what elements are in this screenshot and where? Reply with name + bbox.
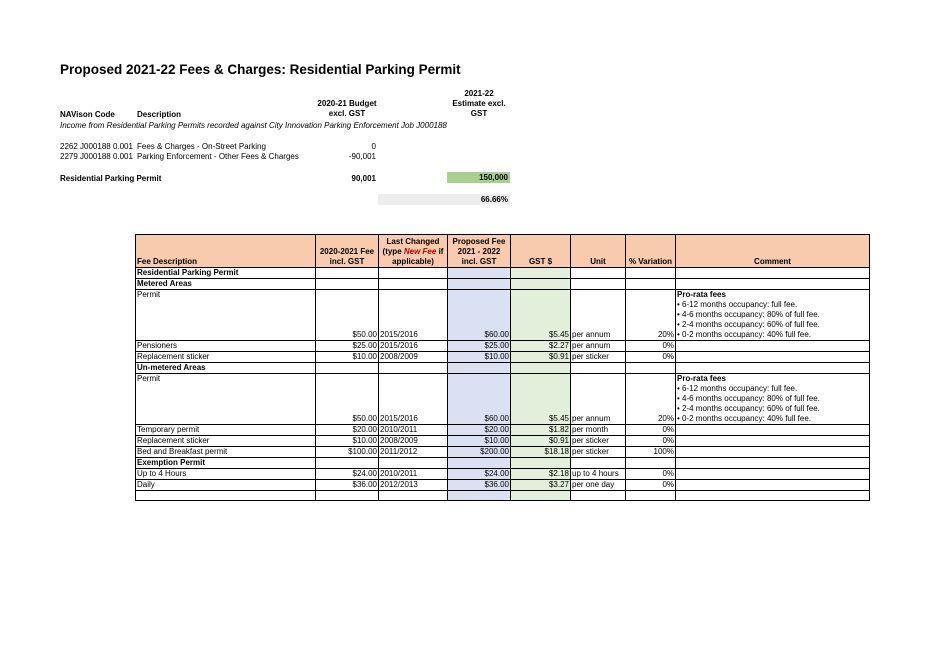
table-row: Temporary permit $20.00 2010/2011 $20.00 $1.82 per month 0% xyxy=(136,425,870,436)
table-header-row xyxy=(136,235,870,268)
summary-total-estimate: 150,000 xyxy=(447,172,510,183)
summary-variation: 66.66% xyxy=(447,194,510,205)
summary-total-budget: 90,001 xyxy=(351,174,376,183)
budget-header: 2020-21 Budget excl. GST xyxy=(317,99,377,118)
table-row xyxy=(136,491,870,501)
pro-rata-comment: Pro-rata fees • 6-12 months occupancy: full fee. • 4-6 months occupancy: 80% of full fee. • 2-4 months occupancy: 60% of full fee. • 0-2 months occupancy: 40% full fee. xyxy=(676,374,870,425)
section-row: Un-metered Areas xyxy=(136,363,870,374)
col-fee-description: Fee Description xyxy=(136,235,316,268)
table-row: Replacement sticker $10.00 2008/2009 $10.00 $0.91 per sticker 0% xyxy=(136,352,870,363)
section-row: Metered Areas xyxy=(136,279,870,290)
estimate-header: 2021-22 Estimate excl. GST xyxy=(452,89,506,118)
summary-row-budget: -90,001 xyxy=(348,152,376,161)
fees-table xyxy=(135,234,870,501)
col-last-changed: Last Changed (type New Fee if applicable) xyxy=(379,235,448,268)
summary-total-label: Residential Parking Permit xyxy=(60,174,162,183)
page-title: Proposed 2021-22 Fees & Charges: Residential Parking Permit xyxy=(60,62,461,77)
income-note: Income from Residential Parking Permits recorded against City Innovation Parking Enforcement Job J000188 xyxy=(60,121,447,130)
col-unit: Unit xyxy=(571,235,626,268)
col-comment: Comment xyxy=(676,235,870,268)
table-row: Bed and Breakfast permit $100.00 2011/2012 $200.00 $18.18 per sticker 100% xyxy=(136,447,870,458)
code-header: NAVison Code xyxy=(60,110,115,119)
summary-row-code: 2279 J000188 0.001 xyxy=(60,152,133,161)
summary-row-description: Fees & Charges - On-Street Parking xyxy=(137,142,266,151)
summary-row-description: Parking Enforcement - Other Fees & Charges xyxy=(137,152,299,161)
summary-row-budget: 0 xyxy=(371,142,376,151)
table-row: Replacement sticker $10.00 2008/2009 $10.00 $0.91 per sticker 0% xyxy=(136,436,870,447)
col-current-fee: 2020-2021 Fee incl. GST xyxy=(316,235,379,268)
col-gst: GST $ xyxy=(511,235,571,268)
table-row: Up to 4 Hours $24.00 2010/2011 $24.00 $2.18 up to 4 hours 0% xyxy=(136,469,870,480)
pro-rata-comment: Pro-rata fees • 6-12 months occupancy: full fee. • 4-6 months occupancy: 80% of full fee. • 2-4 months occupancy: 60% of full fee. • 0-2 months occupancy: 40% full fee. xyxy=(676,290,870,341)
table-row: Daily $36.00 2012/2013 $36.00 $3.27 per one day 0% xyxy=(136,480,870,491)
section-row: Residential Parking Permit xyxy=(136,268,870,279)
table-row: Permit $50.00 2015/2016 $60.00 $5.45 per annum 20% Pro-rata fees • 6-12 months occupancy: full fee. • 4-6 months occupancy: 80% of full fee. • 2-4 months occupancy: 60% of full fee. • 0-2 months occupancy: 40% full fee. xyxy=(136,290,870,341)
section-row: Exemption Permit xyxy=(136,458,870,469)
description-header: Description xyxy=(137,110,182,119)
col-variation: % Variation xyxy=(626,235,676,268)
table-row: Permit $50.00 2015/2016 $60.00 $5.45 per annum 20% Pro-rata fees • 6-12 months occupancy: full fee. • 4-6 months occupancy: 80% of full fee. • 2-4 months occupancy: 60% of full fee. • 0-2 months occupancy: 40% full fee. xyxy=(136,374,870,425)
col-proposed-fee: Proposed Fee 2021 - 2022 incl. GST xyxy=(448,235,511,268)
table-row: Pensioners $25.00 2015/2016 $25.00 $2.27 per annum 0% xyxy=(136,341,870,352)
summary-row-code: 2262 J000188 0.001 xyxy=(60,142,133,151)
variation-bar-left xyxy=(378,194,447,205)
